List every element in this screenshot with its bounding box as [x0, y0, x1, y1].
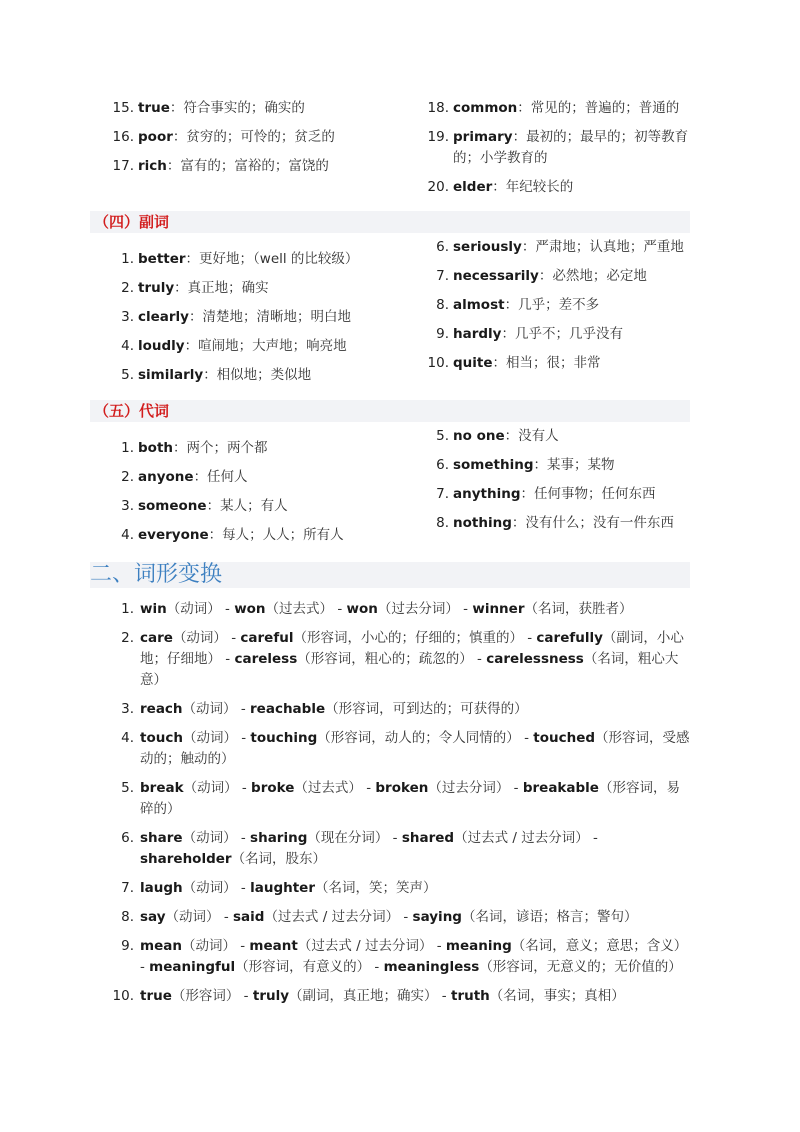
word-form-note: （动词） -: [172, 630, 241, 646]
list-item: 19. primary：最初的；最早的；初等教育的；小学教育的: [427, 129, 689, 166]
word-form-note: （名词，粗心大意）: [140, 651, 679, 688]
word-form: win: [140, 601, 167, 617]
word-transforms-list: [112, 599, 692, 1007]
list-item: 17. rich：富有的；富裕的；富饶的: [112, 158, 329, 174]
list-item: 2. anyone：任何人: [121, 469, 248, 485]
word-form-note: （名词，事实；真相）: [489, 988, 625, 1004]
word-form-note: （动词） -: [165, 909, 233, 925]
word-form-note: （动词） -: [166, 601, 235, 617]
list-item: 3. clearly：清楚地；清晰地；明白地: [121, 309, 351, 325]
list-item: 6. seriously：严肃地；认真地；严重地: [436, 239, 684, 255]
word-form: laughter: [250, 880, 315, 896]
word-form-note: （动词） -: [182, 830, 251, 846]
word-form-note: （副词，真正地；确实） -: [289, 988, 451, 1004]
word-form-note: （过去分词） -: [377, 601, 473, 617]
adverbs-right-column: [427, 237, 692, 374]
list-item: 7. necessarily：必然地；必定地: [436, 268, 647, 284]
word-form: carelessness: [486, 651, 584, 667]
word-form-note: （形容词，无意义的；无价值的）: [479, 959, 682, 975]
item-number: 4.: [121, 730, 134, 746]
word-form-note: （副词，小心地；仔细地） -: [140, 630, 684, 667]
list-item: 5. no one：没有人: [436, 428, 559, 444]
word-form: said: [233, 909, 265, 925]
list-item: [112, 699, 692, 720]
word-form-note: （名词，谚语；格言；警句）: [461, 909, 638, 925]
word-form: broken: [375, 780, 429, 796]
list-item: [112, 986, 692, 1007]
adjectives-left-column: [112, 98, 412, 177]
word-form: reach: [140, 701, 183, 717]
list-item: [112, 828, 692, 870]
word-form: sharing: [250, 830, 308, 846]
word-form: touch: [140, 730, 183, 746]
list-item: 1. both：两个；两个都: [121, 440, 268, 456]
item-number: 9.: [121, 938, 134, 954]
adjectives-right-column: [427, 98, 692, 198]
word-form: careless: [234, 651, 298, 667]
word-form-note: （形容词，易碎的）: [140, 780, 680, 817]
list-item: 20. elder：年纪较长的: [427, 179, 574, 195]
item-number: 7.: [121, 880, 134, 896]
word-form-note: （过去式） -: [294, 780, 376, 796]
list-item: 18. common：常见的；普遍的；普通的: [427, 100, 680, 116]
list-item: 9. hardly：几乎不；几乎没有: [436, 326, 623, 342]
adverbs-left-column: [112, 249, 412, 386]
list-item: [112, 728, 692, 770]
word-form: broke: [251, 780, 295, 796]
word-form-note: （形容词，受感动的；触动的）: [140, 730, 690, 767]
word-form: saying: [412, 909, 462, 925]
list-item: 4. everyone：每人；人人；所有人: [121, 527, 344, 543]
section-heading-adverbs: （四）副词: [90, 211, 690, 233]
list-item: 8. almost：几乎；差不多: [436, 297, 600, 313]
word-form-note: （形容词，小心的；仔细的；慎重的） -: [293, 630, 537, 646]
list-item: [112, 907, 692, 928]
word-form: careful: [240, 630, 294, 646]
item-number: 1.: [121, 601, 134, 617]
list-item: 4. loudly：喧闹地；大声地；响亮地: [121, 338, 347, 354]
word-form: reachable: [250, 701, 326, 717]
item-number: 3.: [121, 701, 134, 717]
list-item: [112, 778, 692, 820]
word-form-note: （过去式） -: [265, 601, 347, 617]
section-heading-pronouns: （五）代词: [90, 400, 690, 422]
word-form: won: [234, 601, 266, 617]
list-item: 2. truly：真正地；确实: [121, 280, 269, 296]
list-item: [112, 628, 692, 691]
list-item: 7. anything：任何事物；任何东西: [436, 486, 656, 502]
list-item: [112, 936, 692, 978]
word-form: breakable: [522, 780, 599, 796]
word-form-note: （名词，意义；意思；含义） -: [140, 938, 688, 975]
list-item: 10. quite：相当；很；非常: [427, 355, 601, 371]
word-form: shared: [401, 830, 455, 846]
item-number: 8.: [121, 909, 134, 925]
word-form-note: （过去式 / 过去分词） -: [297, 938, 446, 954]
word-form-note: （名词，股东）: [231, 851, 327, 867]
word-form-note: （动词） -: [182, 880, 251, 896]
word-form: shareholder: [140, 851, 232, 867]
word-form: winner: [472, 601, 525, 617]
word-form-note: （名词，笑；笑声）: [314, 880, 437, 896]
list-item: [112, 878, 692, 899]
word-form-note: （形容词，有意义的） -: [235, 959, 384, 975]
word-form: true: [140, 988, 172, 1004]
word-form-note: （动词） -: [181, 938, 250, 954]
section-heading-word-forms: 二、词形变换: [90, 562, 690, 588]
word-form: laugh: [140, 880, 183, 896]
word-form: won: [346, 601, 378, 617]
word-form-note: （动词） -: [183, 780, 252, 796]
list-item: 1. better：更好地；（well 的比较级）: [121, 251, 359, 267]
item-number: 5.: [121, 780, 134, 796]
word-form-note: （过去式 / 过去分词） -: [264, 909, 413, 925]
word-form-note: （动词） -: [182, 701, 251, 717]
word-form: carefully: [536, 630, 603, 646]
word-form: meaning: [445, 938, 512, 954]
word-form-note: （动词） -: [182, 730, 251, 746]
word-form: care: [140, 630, 173, 646]
word-form: truth: [450, 988, 490, 1004]
word-form: truly: [252, 988, 290, 1004]
word-form: meant: [249, 938, 298, 954]
pronouns-left-column: [112, 438, 412, 546]
item-number: 2.: [121, 630, 134, 646]
pronouns-right-column: [427, 426, 692, 534]
word-form-note: （过去式 / 过去分词） -: [454, 830, 598, 846]
list-item: 5. similarly：相似地；类似地: [121, 367, 312, 383]
item-number: 10.: [112, 988, 134, 1004]
list-item: 8. nothing：没有什么；没有一件东西: [436, 515, 674, 531]
word-form-note: （名词，获胜者）: [524, 601, 633, 617]
word-form-note: （形容词，可到达的；可获得的）: [325, 701, 528, 717]
word-form-note: （现在分词） -: [307, 830, 402, 846]
item-number: 6.: [121, 830, 134, 846]
word-form-note: （过去分词） -: [428, 780, 523, 796]
word-form-note: （形容词） -: [171, 988, 253, 1004]
word-form-note: （形容词，动人的；令人同情的） -: [317, 730, 534, 746]
list-item: 15. true：符合事实的；确实的: [112, 100, 305, 116]
list-item: 3. someone：某人；有人: [121, 498, 288, 514]
list-item: [112, 599, 692, 620]
word-form: mean: [140, 938, 182, 954]
word-form: break: [140, 780, 184, 796]
word-form-note: （形容词，粗心的；疏忽的） -: [297, 651, 487, 667]
word-form: share: [140, 830, 183, 846]
list-item: 6. something：某事；某物: [436, 457, 615, 473]
word-form: touching: [250, 730, 318, 746]
word-form: touched: [533, 730, 596, 746]
word-form: meaningless: [383, 959, 480, 975]
word-form: say: [140, 909, 166, 925]
word-form: meaningful: [149, 959, 236, 975]
list-item: 16. poor：贫穷的；可怜的；贫乏的: [112, 129, 335, 145]
